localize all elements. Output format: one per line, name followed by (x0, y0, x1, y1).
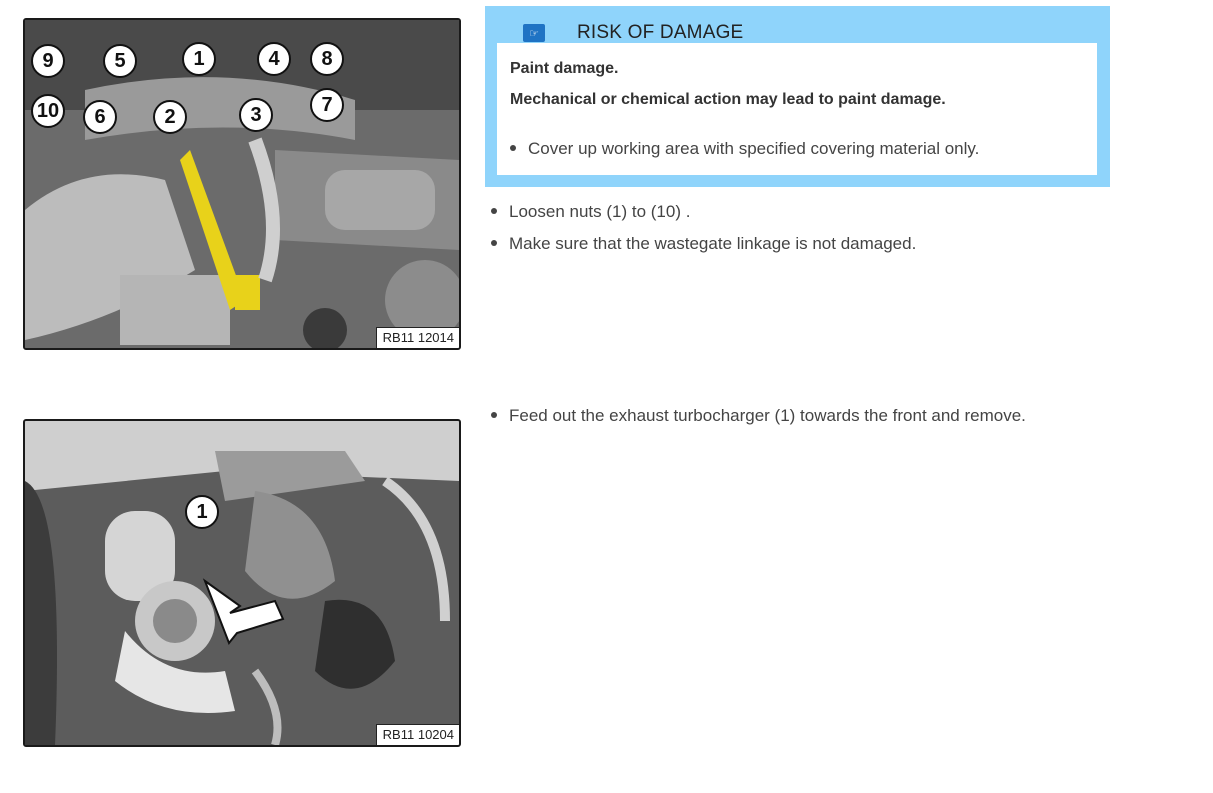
bullet-dot (491, 412, 497, 418)
callout-2: 2 (153, 100, 187, 134)
figure-ref-label: RB11 12014 (376, 327, 459, 348)
callout-5: 5 (103, 44, 137, 78)
step-text: Feed out the exhaust turbocharger (1) towards the front and remove. (509, 406, 1026, 425)
callout-4: 4 (257, 42, 291, 76)
warning-line-1: Paint damage. (510, 60, 619, 77)
step-text: Make sure that the wastegate linkage is not damaged. (509, 234, 917, 253)
engine-nuts-figure (23, 18, 461, 350)
warning-line-2: Mechanical or chemical action may lead to paint damage. (510, 91, 946, 108)
step-loosen-nuts (491, 202, 690, 222)
step-text: Loosen nuts (1) to (10) . (509, 202, 691, 221)
step-feed-out-turbocharger (491, 406, 1026, 426)
engine-nuts-illustration (25, 20, 459, 348)
warning-body (497, 43, 1097, 175)
callout-3: 3 (239, 98, 273, 132)
callout-1: 1 (185, 495, 219, 529)
bullet-dot (491, 240, 497, 246)
callout-8: 8 (310, 42, 344, 76)
callout-9: 9 (31, 44, 65, 78)
risk-of-damage-warning (485, 6, 1110, 187)
callout-1: 1 (182, 42, 216, 76)
figure-ref-label: RB11 10204 (376, 724, 459, 745)
callout-7: 7 (310, 88, 344, 122)
warning-header (523, 22, 743, 44)
callout-6: 6 (83, 100, 117, 134)
turbocharger-removal-figure (23, 419, 461, 747)
warning-bullet (510, 139, 979, 159)
bullet-dot (510, 145, 516, 151)
bullet-dot (491, 208, 497, 214)
step-check-wastegate (491, 234, 916, 254)
warning-title: RISK OF DAMAGE (577, 22, 744, 43)
hand-pointing-icon: ☞ (523, 24, 545, 42)
warning-bullet-text: Cover up working area with specified covering material only. (528, 139, 980, 158)
turbocharger-illustration (25, 421, 459, 745)
callout-10: 10 (31, 94, 65, 128)
